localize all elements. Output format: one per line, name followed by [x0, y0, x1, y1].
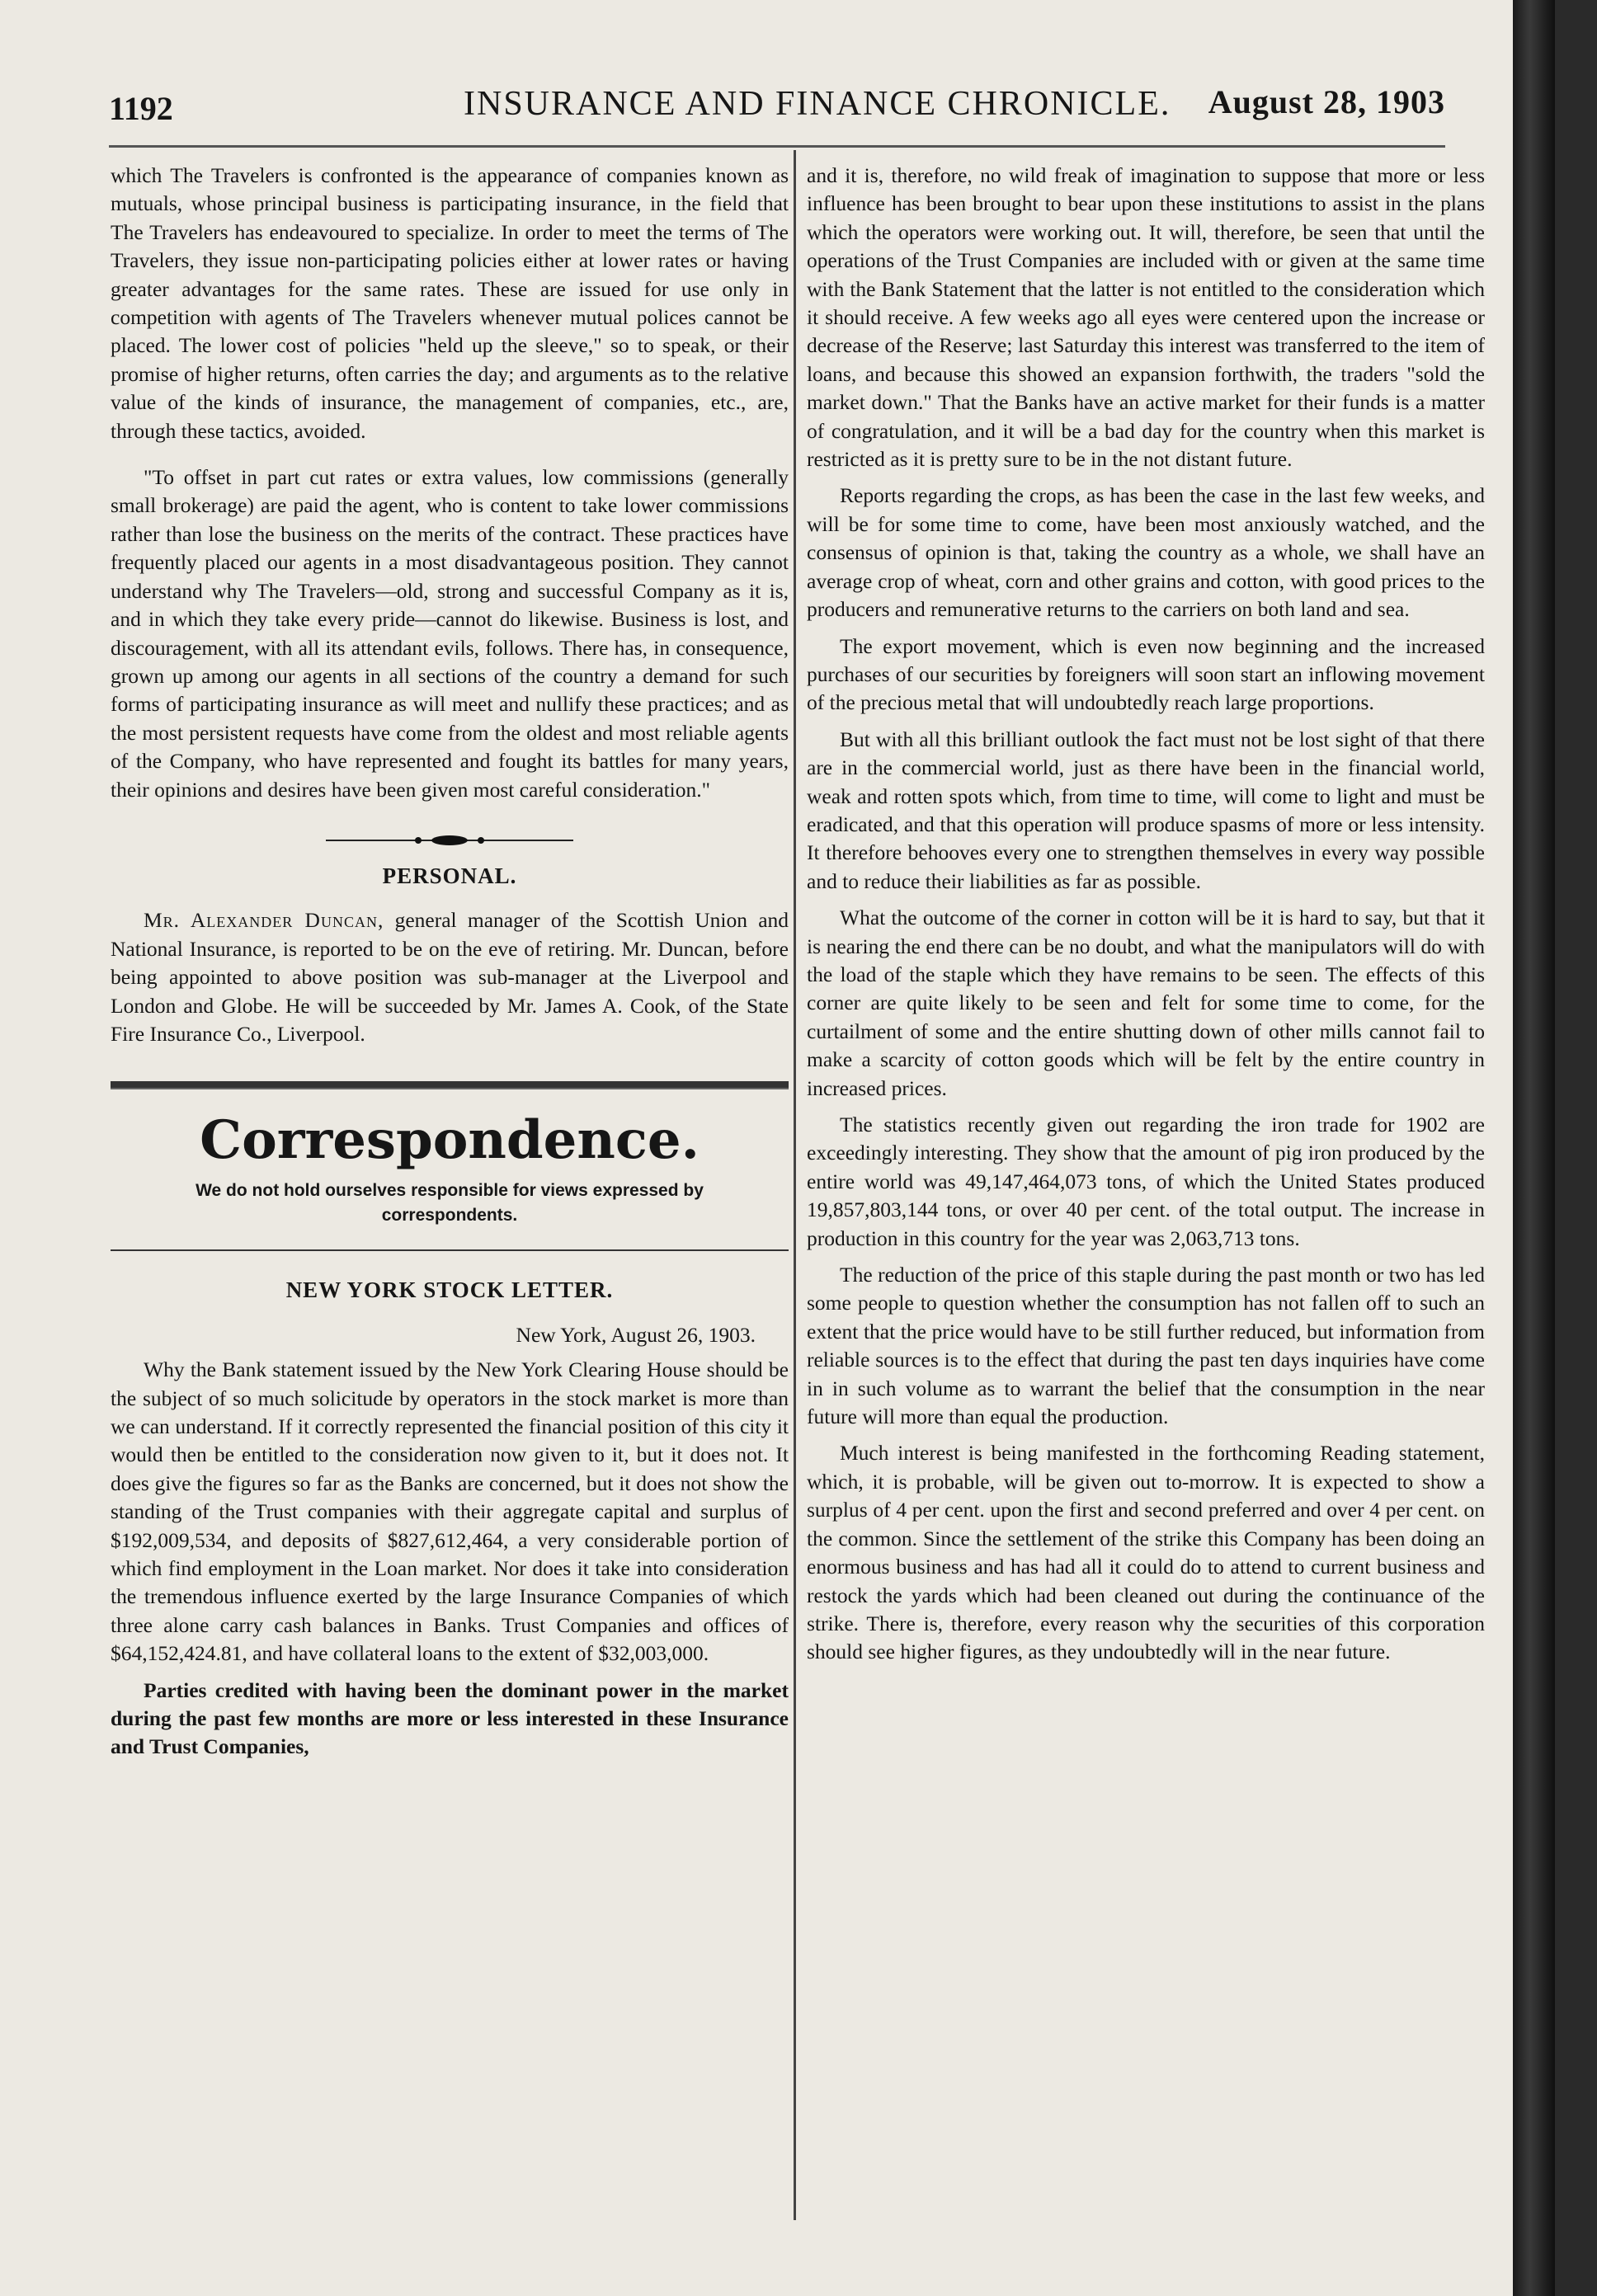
- letter-dateline: New York, August 26, 1903.: [516, 1322, 756, 1347]
- article-paragraph: and it is, therefore, no wild freak of imagination to suppose that more or less influence has been brought to bear upon these institutions to assist in the plans which the operators were working out. It will, therefore, be seen that until the operations of the Trust Companies are included with or given at the same time with the Bank Statement that the latter is not entitled to the consideration which it should receive. A few weeks ago all eyes were centered upon the increase or decrease of the Reserve; last Saturday this interest was transferred to the item of loans, and because this showed an expansion forthwith, the traders "sold the market down." That the Banks have an active market for their funds is a matter of congratulation, and it will be a bad day for the country when this market is restricted as it is pretty sure to be in the not distant future.: [807, 163, 1485, 472]
- article-paragraph: What the outcome of the corner in cotton will be it is hard to say, but that it is nearing the end there can be no doubt, and what the manipulators will do with the load of the staple which they have remains to be seen. The effects of this corner are quite likely to be seen and felt for some time to come, for the curtailment of some and the entire shutting down of other mills cannot fail to make a scarcity of cotton goods which will be felt by the entire country in increased prices.: [807, 906, 1485, 1100]
- article-paragraph: Much interest is being manifested in the forthcoming Reading statement, which, it is probable, will be given out to-morrow. It is expected to show a surplus of 4 per cent. upon the first and second preferred and over 4 per cent. on the common. Since the settlement of the strike this Company has been doing an enormous business and has had all it could do to attend to current business and restock the yards which had been cleaned out during the continuance of the strike. There is, therefore, every reason why the securities of this corporation should see higher figures, as they undoubtedly will in the near future.: [807, 1441, 1485, 1664]
- journal-title: INSURANCE AND FINANCE CHRONICLE.: [464, 85, 1171, 123]
- personal-name: Mr. Alexander Duncan,: [144, 908, 384, 933]
- section-rule: [111, 1081, 789, 1089]
- article-paragraph: The statistics recently given out regarding the iron trade for 1902 are exceedingly interesting. They show that the amount of pig iron produced by the entire world was 49,147,464,073 tons, of which the United States produced 19,857,803,144 tons, or over 40 per cent. of the total output. The increase in production in this country for the year was 2,063,713 tons.: [807, 1113, 1485, 1250]
- ornament-divider: [326, 832, 573, 849]
- issue-date: August 28, 1903: [1208, 83, 1445, 120]
- correspondence-disclaimer: We do not hold ourselves responsible for views expressed by correspondents.: [196, 1181, 704, 1226]
- article-paragraph: The reduction of the price of this staple during the past month or two has led some people to question whether the consumption has not fallen off to such an extent that the price would have to be still further reduced, but information from reliable sources is to the effect that during the past ten days inquiries have come in in such volume as to warrant the belief that the consumption in the near future will more than equal the production.: [807, 1263, 1485, 1429]
- page-number: 1192: [109, 90, 173, 127]
- section-rule: [111, 1249, 789, 1251]
- column-divider: [794, 150, 796, 2220]
- letter-heading: NEW YORK STOCK LETTER.: [285, 1277, 614, 1303]
- right-column: [807, 162, 1485, 1667]
- personal-paragraph: [111, 906, 789, 1048]
- header-rule: [109, 145, 1445, 148]
- article-paragraph: But with all this brilliant outlook the fact must not be lost sight of that there are in the commercial world, just as there have been in the financial world, weak and rotten spots which, from time to time, will come to light and must be eradicated, and that this operation will produce spasms of more or less intensity. It therefore behooves every one to strengthen themselves in every way possible and to reduce their liabilities as far as possible.: [807, 727, 1485, 893]
- article-paragraph: which The Travelers is confronted is the appearance of companies known as mutuals, whose principal business is participating insurance, in the field that The Travelers has endeavoured to specialize. In order to meet the terms of The Travelers, they issue non-participating policies either at lower rates or having greater advantages for the same rates. These are issued for use only in competition with agents of The Travelers whenever mutual polices cannot be placed. The lower cost of policies "held up the sleeve," so to speak, or their promise of higher returns, often carries the day; and arguments as to the relative value of the kinds of insurance, the management of companies, etc., are, through these tactics, avoided.: [111, 163, 789, 443]
- article-paragraph: "To offset in part cut rates or extra values, low commissions (generally small brokerage) are paid the agent, who is content to take lower commissions rather than lose the business on the merits of the contract. These practices have frequently placed our agents in a most disadvantageous position. They cannot understand why The Travelers—old, strong and successful Company as it is, and in which they take every pride—cannot do likewise. Business is lost, and discouragement, with all its attendant evils, follows. There has, in consequence, grown up among our agents in all sections of the country a demand for such forms of participating insurance as will meet and nullify these practices; and as the most persistent requests have come from the oldest and most reliable agents of the Company, who have represented and fought its battles for many years, their opinions and desires have been given most careful consideration.": [111, 465, 789, 802]
- personal-text: general manager of the Scottish Union and National Insurance, is reported to be on the eve of retiring. Mr. Duncan, before being appointed to above position was sub-manager at the Liverpool and London and Globe. He will be succeeded by Mr. James A. Cook, of the State Fire Insurance Co., Liverpool.: [111, 908, 789, 1046]
- correspondence-title: Correspondence.: [200, 1109, 700, 1172]
- book-spine-shadow: [1513, 0, 1555, 2296]
- article-paragraph: Reports regarding the crops, as has been the case in the last few weeks, and will be for some time to come, have been most anxiously watched, and the consensus of opinion is that, taking the country as a whole, we shall have an average crop of wheat, corn and other grains and cotton, with good prices to the producers and remunerative returns to the carriers on both land and sea.: [807, 483, 1485, 622]
- left-column: [111, 162, 789, 1762]
- article-paragraph: Why the Bank statement issued by the New York Clearing House should be the subject of so much solicitude by operators in the stock market is more than we can understand. If it correctly represented the financial position of this city it would then be entitled to the consideration now given to it, but it does not. It does give the figures so far as the Banks are concerned, but it does not show the standing of the Trust companies with their aggregate capital and surplus of $192,009,534, and deposits of $827,612,464, a very considerable portion of which find employment in the Loan market. Nor does it take into consideration the tremendous influence exerted by the large Insurance Companies of which three alone carry cash balances in Banks. Trust Companies and offices of $64,152,424.81, and have collateral loans to the extent of $32,003,000.: [111, 1357, 789, 1666]
- article-paragraph: The export movement, which is even now beginning and the increased purchases of our securities by foreigners will soon start an inflowing movement of the precious metal that will undoubtedly reach large proportions.: [807, 633, 1485, 715]
- article-paragraph: Parties credited with having been the dominant power in the market during the past few months are more or less interested in these Insurance and Trust Companies,: [111, 1677, 789, 1759]
- personal-heading: PERSONAL.: [382, 863, 517, 888]
- page-header: [109, 81, 1445, 130]
